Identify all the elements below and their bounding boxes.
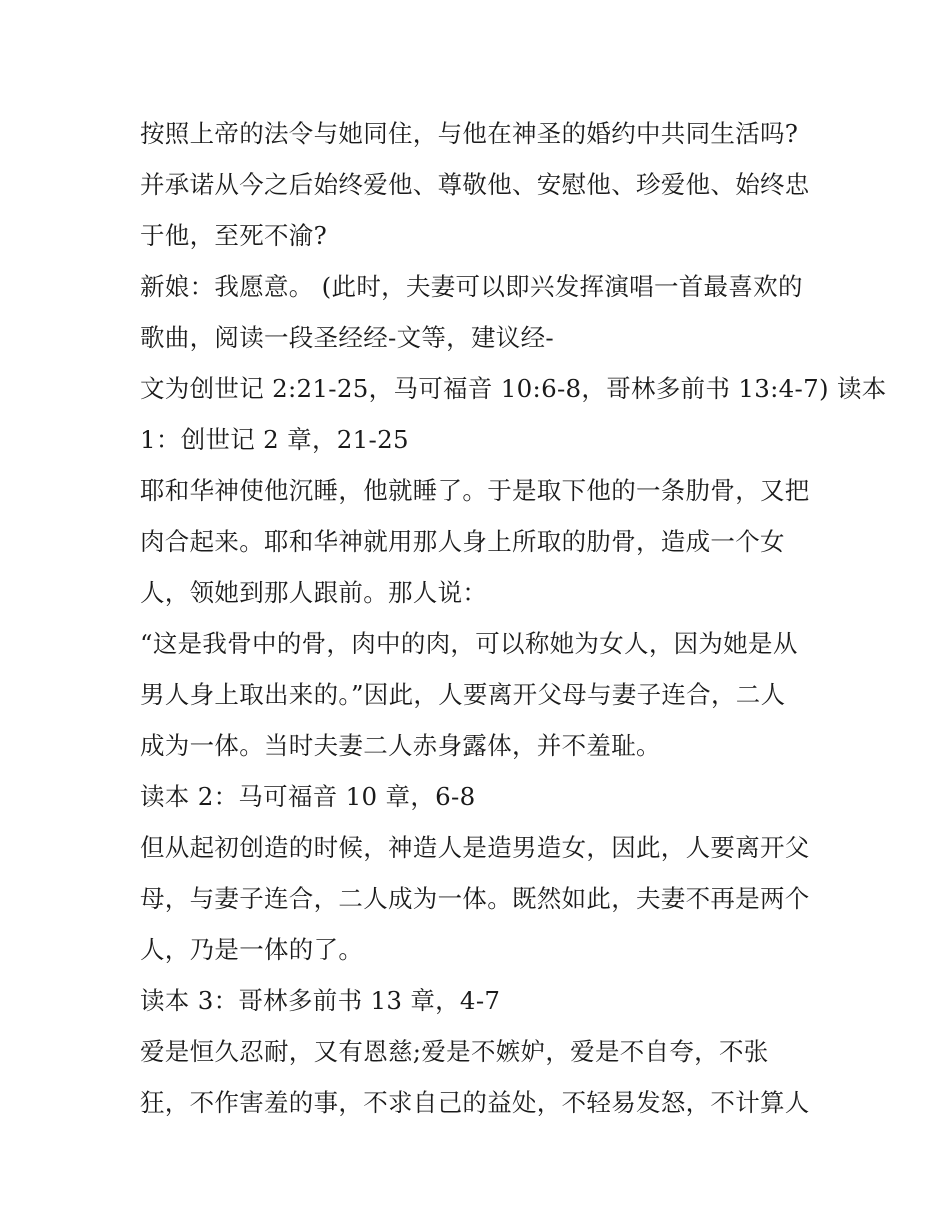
text-line: 肉合起来。耶和华神就用那人身上所取的肋骨，造成一个女 (140, 527, 785, 556)
text-line: 新娘：我愿意。 (此时，夫妻可以即兴发挥演唱一首最喜欢的 (140, 272, 803, 301)
text-line: 人，乃是一体的了。 (140, 935, 364, 964)
text-line: 男人身上取出来的。”因此，人要离开父母与妻子连合，二人 (140, 680, 786, 709)
text-line: 成为一体。当时夫妻二人赤身露体，并不羞耻。 (140, 731, 661, 760)
body-text (140, 108, 887, 1128)
text-line: 并承诺从今之后始终爱他、尊敬他、安慰他、珍爱他、始终忠 (140, 170, 810, 199)
text-line: 文为创世记 2:21-25，马可福音 10:6-8，哥林多前书 13:4-7) 读本 (140, 374, 887, 403)
text-line: 人，领她到那人跟前。那人说： (140, 578, 488, 607)
text-line: 狂，不作害羞的事，不求自己的益处，不轻易发怒，不计算人 (140, 1088, 810, 1117)
text-line: 于他，至死不渝? (140, 221, 328, 250)
text-line: 读本 3：哥林多前书 13 章，4-7 (140, 986, 501, 1015)
text-line: “这是我骨中的骨，肉中的肉，可以称她为女人，因为她是从 (140, 629, 798, 658)
text-line: 耶和华神使他沉睡，他就睡了。于是取下他的一条肋骨，又把 (140, 476, 810, 505)
text-line: 读本 2：马可福音 10 章，6-8 (140, 782, 476, 811)
text-line: 歌曲，阅读一段圣经经-文等，建议经- (140, 323, 554, 352)
text-line: 按照上帝的法令与她同住，与他在神圣的婚约中共同生活吗? (140, 119, 799, 148)
text-line: 1：创世记 2 章，21-25 (140, 425, 409, 454)
text-line: 但从起初创造的时候，神造人是造男造女，因此，人要离开父 (140, 833, 810, 862)
text-line: 爱是恒久忍耐，又有恩慈;爱是不嫉妒，爱是不自夸，不张 (140, 1037, 769, 1066)
text-line: 母，与妻子连合，二人成为一体。既然如此，夫妻不再是两个 (140, 884, 810, 913)
